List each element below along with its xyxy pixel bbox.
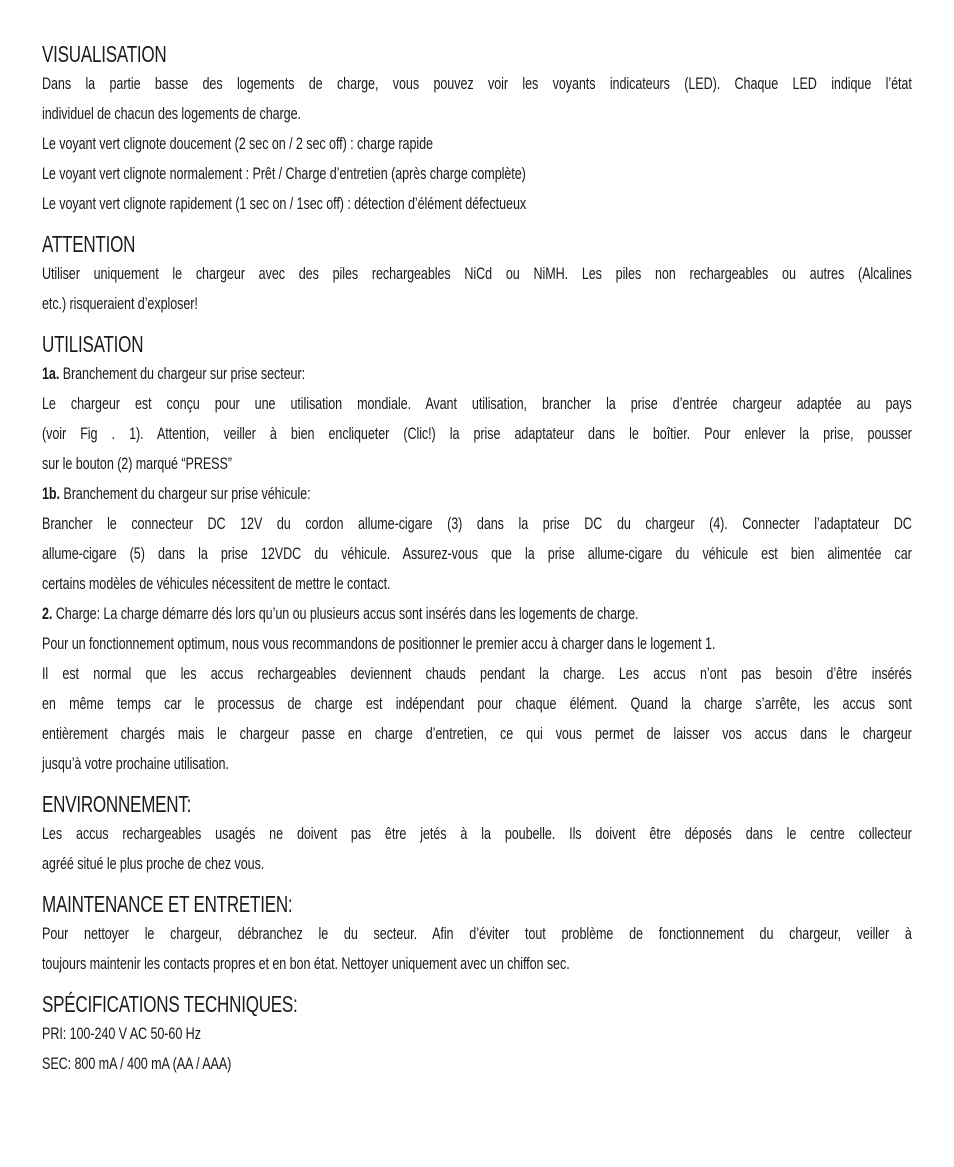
spec-line: PRI: 100-240 V AC 50-60 Hz bbox=[42, 1024, 201, 1043]
step-text: Branchement du chargeur sur prise secteur: bbox=[59, 364, 306, 383]
paragraph-line: individuel de chacun des logements de charge. bbox=[42, 104, 301, 123]
section-title: SPÉCIFICATIONS TECHNIQUES: bbox=[42, 991, 298, 1017]
paragraph-line: en même temps car le processus de charge est indépendant pour chaque élément. Quand la charge s’arrête, les accus sont bbox=[42, 694, 912, 713]
section-title: ENVIRONNEMENT: bbox=[42, 791, 192, 817]
section-title: UTILISATION bbox=[42, 331, 144, 357]
paragraph-line: sur le bouton (2) marqué “PRESS” bbox=[42, 454, 232, 473]
step-heading-1a bbox=[42, 359, 912, 389]
section-utilisation bbox=[42, 329, 912, 779]
paragraph-line: Pour un fonctionnement optimum, nous vous recommandons de positionner le premier accu à charger dans le logement 1. bbox=[42, 634, 716, 653]
section-maintenance bbox=[42, 889, 912, 979]
paragraph-line: certains modèles de véhicules nécessitent de mettre le contact. bbox=[42, 574, 391, 593]
paragraph-line: (voir Fig . 1). Attention, veiller à bien encliqueter (Clic!) la prise adaptateur dans le boîtier. Pour enlever la prise, pousser bbox=[42, 424, 912, 443]
section-title: ATTENTION bbox=[42, 231, 136, 257]
paragraph-line: Les accus rechargeables usagés ne doivent pas être jetés à la poubelle. Ils doivent être déposés dans le centre collecteur bbox=[42, 824, 912, 843]
paragraph-line: Le voyant vert clignote doucement (2 sec on / 2 sec off) : charge rapide bbox=[42, 134, 433, 153]
section-attention bbox=[42, 229, 912, 319]
section-title: MAINTENANCE ET ENTRETIEN: bbox=[42, 891, 293, 917]
section-specifications bbox=[42, 989, 912, 1079]
step-number: 2. bbox=[42, 604, 53, 623]
paragraph-line: etc.) risqueraient d’exploser! bbox=[42, 294, 198, 313]
step-number: 1b. bbox=[42, 484, 60, 503]
paragraph-line: Utiliser uniquement le chargeur avec des piles rechargeables NiCd ou NiMH. Les piles non rechargeables ou autres (Alcalines bbox=[42, 264, 912, 283]
document-page bbox=[42, 0, 912, 1079]
paragraph-line: Le chargeur est conçu pour une utilisation mondiale. Avant utilisation, brancher la prise d’entrée chargeur adaptée au pays bbox=[42, 394, 912, 413]
paragraph-line: allume-cigare (5) dans la prise 12VDC du véhicule. Assurez-vous que la prise allume-cigare du véhicule est bien alimentée car bbox=[42, 544, 912, 563]
section-visualisation bbox=[42, 39, 912, 219]
paragraph-line: Il est normal que les accus rechargeables deviennent chauds pendant la charge. Les accus n’ont pas besoin d’être insérés bbox=[42, 664, 912, 683]
paragraph-line: Le voyant vert clignote normalement : Prêt / Charge d’entretien (après charge complète) bbox=[42, 164, 526, 183]
paragraph-line: entièrement chargés mais le chargeur passe en charge d’entretien, ce qui vous permet de laisser vos accus dans le chargeur bbox=[42, 724, 912, 743]
paragraph-line: Pour nettoyer le chargeur, débranchez le du secteur. Afin d’éviter tout problème de fonctionnement du chargeur, veiller à bbox=[42, 924, 912, 943]
step-text: Charge: La charge démarre dés lors qu’un ou plusieurs accus sont insérés dans les logements de charge. bbox=[52, 604, 639, 623]
spec-line: SEC: 800 mA / 400 mA (AA / AAA) bbox=[42, 1054, 232, 1073]
section-title: VISUALISATION bbox=[42, 41, 167, 67]
paragraph-line: Brancher le connecteur DC 12V du cordon allume-cigare (3) dans la prise DC du chargeur (4). Connecter l’adaptateur DC bbox=[42, 514, 912, 533]
paragraph-line: jusqu’à votre prochaine utilisation. bbox=[42, 754, 229, 773]
step-number: 1a. bbox=[42, 364, 60, 383]
paragraph-line: Le voyant vert clignote rapidement (1 sec on / 1sec off) : détection d’élément défectueux bbox=[42, 194, 527, 213]
step-heading-1b bbox=[42, 479, 912, 509]
step-text: Branchement du chargeur sur prise véhicule: bbox=[59, 484, 311, 503]
paragraph-line: Dans la partie basse des logements de charge, vous pouvez voir les voyants indicateurs (LED). Chaque LED indique l’état bbox=[42, 74, 912, 93]
step-heading-2 bbox=[42, 599, 912, 629]
section-environnement bbox=[42, 789, 912, 879]
paragraph-line: toujours maintenir les contacts propres et en bon état. Nettoyer uniquement avec un chiffon sec. bbox=[42, 954, 570, 973]
paragraph-line: agréé situé le plus proche de chez vous. bbox=[42, 854, 265, 873]
